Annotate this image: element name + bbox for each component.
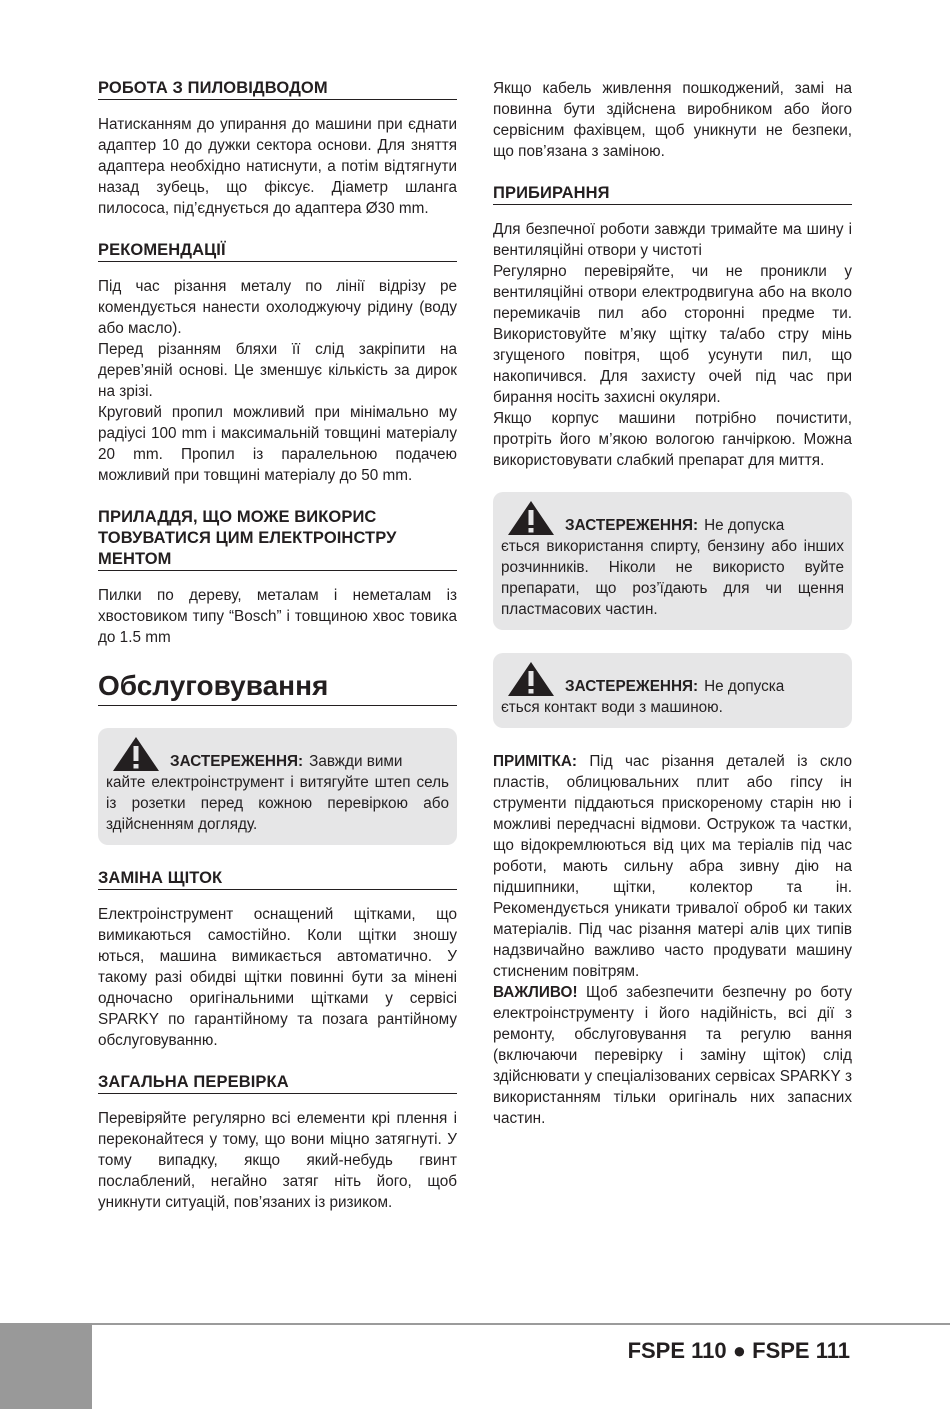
paragraph: Регулярно перевіряйте, чи не проникли у вентиляційні отвори електродвигуна або на вколо перемикачів пил або сторонні предме ти. Використовуйте м’яку щітку та/або стру мінь згущеного повітря, щоб усунути пил, що накопичився. Для захисту очей під час при бирання носіть захисні окуляри. bbox=[493, 263, 852, 406]
section-note bbox=[493, 751, 852, 1129]
section-accessories bbox=[98, 507, 457, 648]
warning-label: ЗАСТЕРЕЖЕННЯ: bbox=[565, 517, 699, 534]
section-dust-extraction bbox=[98, 78, 457, 219]
paragraph: Якщо кабель живлення пошкоджений, замі на повинна бути здійснена виробником або його сервісним фахівцем, щоб уникнути не безпеки, що пов’язана з заміною. bbox=[493, 80, 852, 160]
warning-head bbox=[106, 736, 449, 772]
right-column bbox=[493, 78, 852, 1150]
warning-label: ЗАСТЕРЕЖЕННЯ: bbox=[565, 678, 699, 695]
note-paragraph bbox=[493, 751, 852, 982]
paragraph: Електроінструмент оснащений щітками, що вимикаються самостійно. Коли щітки зношу ються, машина вимикається автоматично. У такому разі обидві щітки повинні бути за мінені одночасно оригінальними щітками у сервісі SPARKY по гарантійному та позага рантійному обслуговуванню. bbox=[98, 906, 457, 1049]
warning-box bbox=[98, 728, 457, 845]
section-general-check bbox=[98, 1072, 457, 1213]
section-title: РЕКОМЕНДАЦІЇ bbox=[98, 240, 457, 262]
paragraph: Пилки по дереву, металам і неметалам із хвостовиком типу “Bosch” і товщиною хвос товика до 1.5 mm bbox=[98, 587, 457, 646]
note-text: Під час різання деталей із скло пластів, облицювальних плит або гіпсу ін струменти піддаються прискореному старін ню і можливі передчасні відмови. Острукож та частки, що відокремлюються від цих ма теріалів під час роботи, мають сильну абра зивну дію на підшипники, щітки, колектор та ін. Рекомендується уникати тривалої оброб ки таких матеріалів. Під час різання матері алів цих типів надзвичайно важливо часто продувати машину стисненим повітрям. bbox=[493, 753, 852, 980]
warning-label: ЗАСТЕРЕЖЕННЯ: bbox=[170, 753, 304, 770]
paragraph: Якщо корпус машини потрібно почистити, протріть його м’якою вологою ганчіркою. Можна використовувати слабкий препарат для миття. bbox=[493, 410, 852, 469]
paragraph: Для безпечної роботи завжди тримайте ма шину і вентиляційні отвори у чистоті bbox=[493, 221, 852, 259]
section-cable-intro bbox=[493, 78, 852, 162]
warning-text: ється контакт води з машиною. bbox=[501, 699, 723, 716]
important-paragraph bbox=[493, 982, 852, 1129]
warning-triangle-icon bbox=[507, 661, 555, 697]
section-title: ПРИБИРАННЯ bbox=[493, 183, 852, 205]
section-title: РОБОТА З ПИЛОВІДВОДОМ bbox=[98, 78, 457, 100]
footer-model-title: FSPE 110 ● FSPE 111 bbox=[627, 1338, 850, 1363]
paragraph: Перевіряйте регулярно всі елементи крі плення і переконайтеся у тому, що вони міцно затягнуті. У тому випадку, якщо який-небудь гвинт послаблений, негайно затяг ніть його, щоб уникнути ситуацій, пов’язаних із ризиком. bbox=[98, 1110, 457, 1211]
section-brush-replacement bbox=[98, 868, 457, 1051]
warning-text-head: Не допуска bbox=[704, 678, 785, 695]
warning-text-head: Не допуска bbox=[704, 517, 785, 534]
warning-text: кайте електроінструмент і витягуйте штеп сель із розетки перед кожною перевіркою або здійсненням догляду. bbox=[106, 774, 449, 833]
warning-box bbox=[493, 492, 852, 630]
important-label: ВАЖЛИВО! bbox=[493, 984, 578, 1001]
section-title: ЗАМІНА ЩІТОК bbox=[98, 868, 457, 890]
paragraph: Перед різанням бляхи її слід закріпити на дерев’яній основі. Це зменшує кількість за дирок на зрізі. bbox=[98, 341, 457, 400]
warning-box bbox=[493, 653, 852, 728]
section-cleaning bbox=[493, 183, 852, 471]
important-text: Щоб забезпечити безпечну ро боту електроінструменту і його надійність, всі дії з ремонту, обслуговування та регулю вання (включаючи перевірку і заміну щіток) слід здійснювати у спеціалізованих сервісах SPARKY з використанням тільки оригіналь них запасних частин. bbox=[493, 984, 853, 1127]
left-column bbox=[98, 78, 457, 1234]
warning-text-head: Завжди вими bbox=[309, 753, 403, 770]
warning-triangle-icon bbox=[507, 500, 555, 536]
footer-divider bbox=[0, 1323, 950, 1325]
section-recommendations bbox=[98, 240, 457, 486]
warning-text: ється використання спирту, бензину або інших розчинників. Ніколи не використо вуйте препарати, що роз’їдають для чи щення пластмасових частин. bbox=[501, 538, 844, 618]
section-title: ЗАГАЛЬНА ПЕРЕВІРКА bbox=[98, 1072, 457, 1094]
chapter-title: Обслуговування bbox=[98, 669, 457, 706]
note-label: ПРИМІТКА: bbox=[493, 753, 578, 770]
paragraph: Круговий пропил можливий при мінімально му радіусі 100 mm і максимальній товщині матеріалу 20 mm. Пропил із паралельною подачею можливий при товщині матеріалу до 50 mm. bbox=[98, 404, 457, 484]
footer-page-block bbox=[0, 1323, 92, 1409]
section-title: ПРИЛАДДЯ, ЩО МОЖЕ ВИКОРИС ТОВУВАТИСЯ ЦИМ ЕЛЕКТРОІНСТРУ МЕНТОМ bbox=[98, 507, 457, 571]
warning-triangle-icon bbox=[112, 736, 160, 772]
paragraph: Натисканням до упирання до машини при єднати адаптер 10 до дужки сектора основи. Для зняття адаптера необхідно натиснути, а потім відтягнути назад зубець, що фіксує. Діаметр шланга пилососа, під’єднується до адаптера Ø30 mm. bbox=[98, 116, 457, 217]
warning-head bbox=[501, 500, 844, 536]
paragraph: Під час різання металу по лінії відрізу ре комендується нанести охолоджуючу рідину (воду або масло). bbox=[98, 278, 457, 337]
warning-head bbox=[501, 661, 844, 697]
